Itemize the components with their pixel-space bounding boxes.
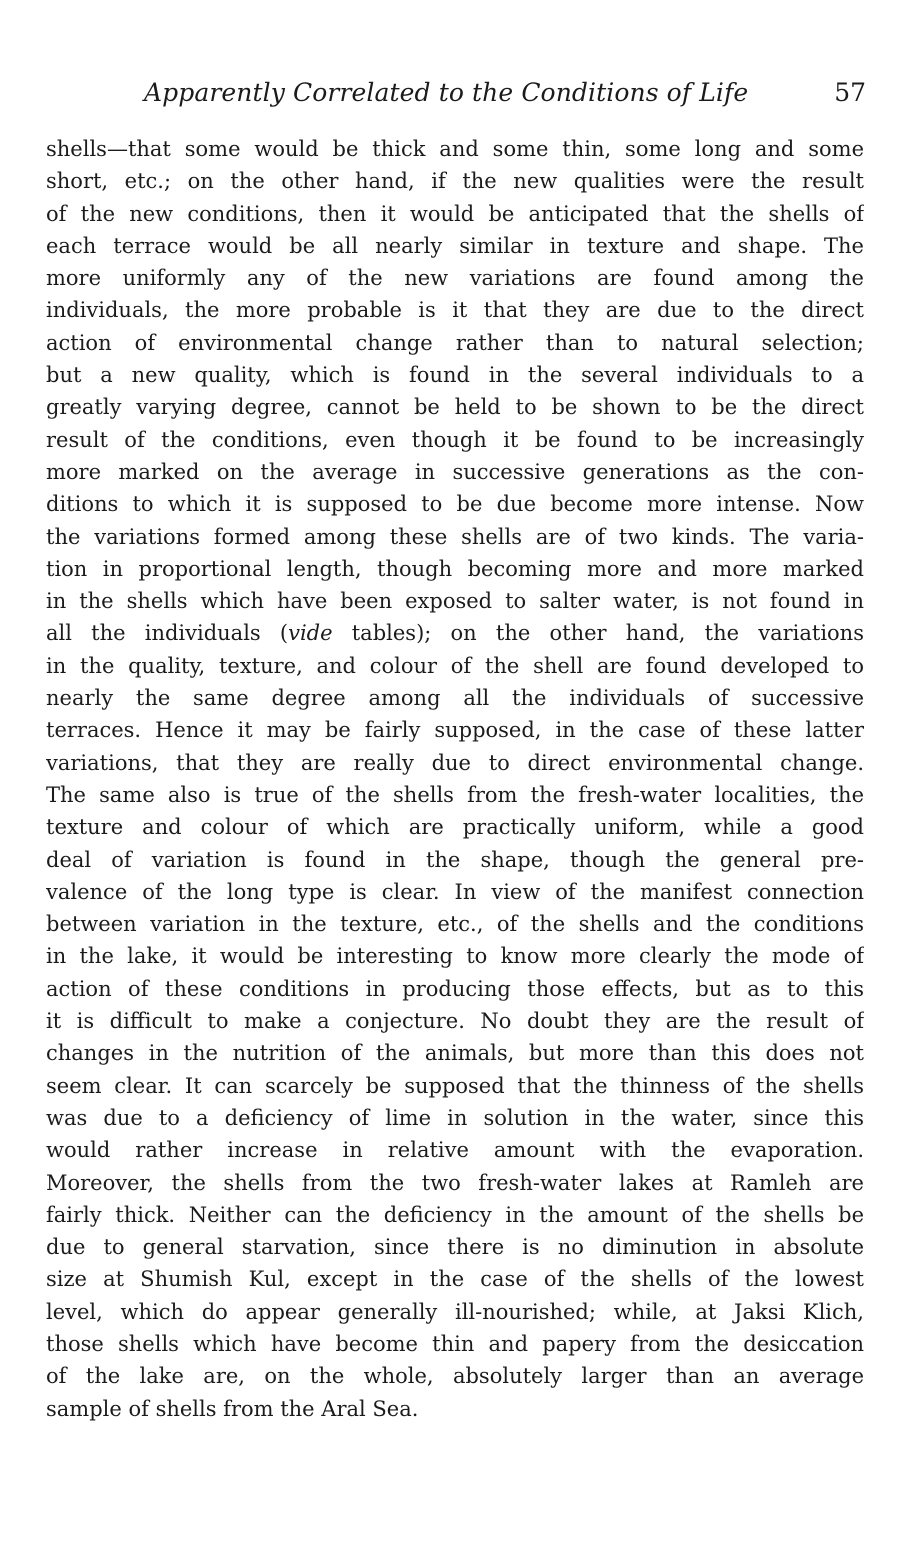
text-line: would rather increase in relative amount with the evaporation. bbox=[46, 1138, 864, 1163]
text-line: was due to a deficiency of lime in solution in the water, since this bbox=[46, 1105, 864, 1130]
italic-term: vide bbox=[288, 621, 333, 646]
text-line: valence of the long type is clear. In view of the manifest connection bbox=[46, 879, 864, 904]
text-line: seem clear. It can scarcely be supposed that the thinness of the shells bbox=[46, 1073, 864, 1098]
text-line: it is difficult to make a conjecture. No doubt they are the result of bbox=[46, 1009, 864, 1034]
text-line: of the lake are, on the whole, absolutely larger than an average bbox=[46, 1364, 864, 1389]
text-line: size at Shumish Kul, except in the case of the shells of the lowest bbox=[46, 1267, 864, 1292]
text-line: individuals, the more probable is it that they are due to the direct bbox=[46, 298, 864, 323]
text-line: due to general starvation, since there is no diminution in absolute bbox=[46, 1235, 864, 1260]
text-line: deal of variation is found in the shape, though the general pre- bbox=[46, 847, 864, 872]
text-line: result of the conditions, even though it be found to be increasingly bbox=[46, 427, 864, 452]
text-line: short, etc.; on the other hand, if the new qualities were the result bbox=[46, 169, 864, 194]
text-line: between variation in the texture, etc., of the shells and the conditions bbox=[46, 912, 864, 937]
text-line: those shells which have become thin and papery from the desiccation bbox=[46, 1331, 864, 1356]
text-line: action of these conditions in producing those effects, but as to this bbox=[46, 976, 864, 1001]
text-line: tion in proportional length, though becoming more and more marked bbox=[46, 556, 864, 581]
text-segment: all the individuals ( bbox=[46, 621, 289, 646]
text-line: of the new conditions, then it would be anticipated that the shells of bbox=[46, 201, 864, 226]
text-line: more uniformly any of the new variations are found among the bbox=[46, 266, 864, 291]
text-line: ditions to which it is supposed to be due become more intense. Now bbox=[46, 492, 864, 517]
page-number: 57 bbox=[834, 78, 866, 107]
text-line: nearly the same degree among all the individuals of successive bbox=[46, 686, 864, 711]
text-line: greatly varying degree, cannot be held to be shown to be the direct bbox=[46, 395, 864, 420]
running-title: Apparently Correlated to the Conditions of Life bbox=[144, 78, 749, 107]
text-line: more marked on the average in successive generations as the con- bbox=[46, 459, 864, 484]
text-line: level, which do appear generally ill-nourished; while, at Jaksi Klich, bbox=[46, 1299, 864, 1324]
text-line: terraces. Hence it may be fairly supposed, in the case of these latter bbox=[46, 718, 864, 743]
text-line: The same also is true of the shells from the fresh-water localities, the bbox=[46, 782, 864, 807]
text-line bbox=[46, 617, 864, 649]
text-line: in the lake, it would be interesting to know more clearly the mode of bbox=[46, 944, 864, 969]
text-line: but a new quality, which is found in the several individuals to a bbox=[46, 363, 864, 388]
text-line: fairly thick. Neither can the deficiency in the amount of the shells be bbox=[46, 1202, 864, 1227]
text-line: shells—that some would be thick and some thin, some long and some bbox=[46, 137, 864, 161]
text-line: in the shells which have been exposed to salter water, is not found in bbox=[46, 589, 864, 614]
text-line: action of environmental change rather than to natural selection; bbox=[46, 330, 864, 355]
text-line: texture and colour of which are practically uniform, while a good bbox=[46, 815, 864, 840]
body-paragraph bbox=[46, 133, 864, 1425]
text-segment: tables); on the other hand, the variations bbox=[332, 621, 864, 646]
text-line: the variations formed among these shells are of two kinds. The varia- bbox=[46, 524, 864, 549]
running-head bbox=[46, 78, 866, 118]
text-line: in the quality, texture, and colour of the shell are found developed to bbox=[46, 653, 864, 678]
text-line: each terrace would be all nearly similar in texture and shape. The bbox=[46, 233, 864, 258]
text-line: variations, that they are really due to direct environmental change. bbox=[46, 750, 864, 775]
text-line: Moreover, the shells from the two fresh-water lakes at Ramleh are bbox=[46, 1170, 864, 1195]
text-line: sample of shells from the Aral Sea. bbox=[46, 1396, 419, 1421]
text-line: changes in the nutrition of the animals, but more than this does not bbox=[46, 1041, 864, 1066]
